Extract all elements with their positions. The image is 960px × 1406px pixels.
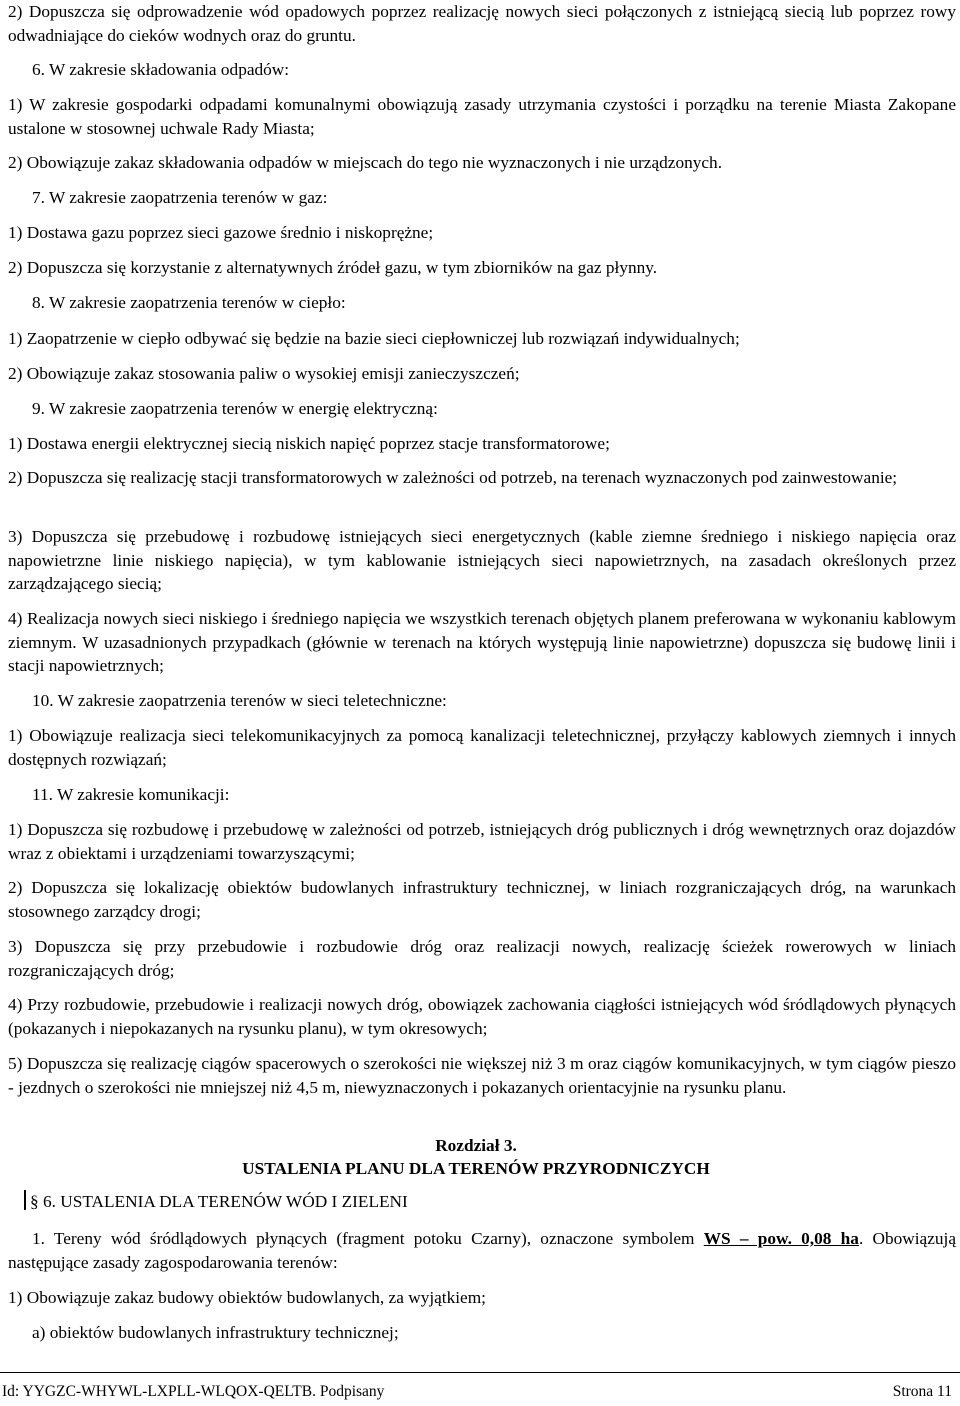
change-bar: [24, 1190, 26, 1210]
section-item-a: a) obiektów budowlanych infrastruktury technicznej;: [32, 1323, 399, 1342]
section-heading: [32, 1190, 408, 1214]
heading-11-transport: 11. W zakresie komunikacji:: [32, 785, 230, 804]
paragraph-11-3: 3) Dopuszcza się przy przebudowie i rozbudowie dróg oraz realizacji nowych, realizację ścieżek rowerowych w liniach rozgraniczających dróg;: [8, 937, 956, 980]
chapter-title: Rozdział 3.: [435, 1136, 517, 1155]
paragraph-8-2: 2) Obowiązuje zakaz stosowania paliw o wysokiej emisji zanieczyszczeń;: [8, 364, 520, 383]
footer-page-number: Strona 11: [892, 1383, 952, 1400]
paragraph-8-1: 1) Zaopatrzenie w ciepło odbywać się będzie na bazie sieci ciepłowniczej lub rozwiązań indywidualnych;: [8, 329, 740, 348]
paragraph-11-2: 2) Dopuszcza się lokalizację obiektów budowlanych infrastruktury technicznej, w liniach rozgraniczających dróg, na warunkach stosownego zarządcy drogi;: [8, 878, 956, 921]
paragraph-9-2: 2) Dopuszcza się realizację stacji transformatorowych w zależności od potrzeb, na terenach wyznaczonych pod zainwestowanie;: [8, 468, 898, 487]
heading-9-electricity: 9. W zakresie zaopatrzenia terenów w energię elektryczną:: [32, 399, 438, 418]
paragraph-9-4: 4) Realizacja nowych sieci niskiego i średniego napięcia we wszystkich terenach objętych planem preferowana w wykonaniu kablowym ziemnym. W uzasadnionych przypadkach (głównie w terenach na których występują linie napowietrzne) dopuszcza się budowę linii i stacji napowietrznych;: [8, 609, 956, 675]
section-paragraph-1-after: . Obowiązują następujące zasady zagospodarowania terenów:: [8, 1229, 957, 1272]
footer-divider: [0, 1372, 960, 1373]
ws-symbol: WS – pow. 0,08 ha: [703, 1229, 859, 1248]
paragraph-11-4: 4) Przy rozbudowie, przebudowie i realizacji nowych dróg, obowiązek zachowania ciągłości istniejących wód śródlądowych płynących (pokazanych i niepokazanych na rysunku planu), w tym okresowych;: [8, 995, 956, 1038]
heading-7-gas: 7. W zakresie zaopatrzenia terenów w gaz:: [32, 188, 328, 207]
section-paragraph-1: [8, 1227, 956, 1274]
section-item-1: 1) Obowiązuje zakaz budowy obiektów budowlanych, za wyjątkiem;: [8, 1288, 486, 1307]
paragraph-2-drainage: 2) Dopuszcza się odprowadzenie wód opadowych poprzez realizację nowych sieci połączonych z istniejącą siecią lub poprzez rowy odwadniające do cieków wodnych oraz do gruntu.: [8, 2, 956, 45]
section-paragraph-1-before: 1. Tereny wód śródlądowych płynących (fragment potoku Czarny), oznaczone symbolem: [32, 1229, 704, 1248]
heading-8-heat: 8. W zakresie zaopatrzenia terenów w ciepło:: [32, 293, 346, 312]
paragraph-6-2: 2) Obowiązuje zakaz składowania odpadów w miejscach do tego nie wyznaczonych i nie urządzonych.: [8, 153, 723, 172]
footer-document-id: Id: YYGZC-WHYWL-LXPLL-WLQOX-QELTB. Podpisany: [2, 1383, 385, 1400]
paragraph-6-1: 1) W zakresie gospodarki odpadami komunalnymi obowiązują zasady utrzymania czystości i porządku na terenie Miasta Zakopane ustalone w stosownej uchwale Rady Miasta;: [8, 95, 956, 138]
section-heading-text: § 6. USTALENIA DLA TERENÓW WÓD I ZIELENI: [30, 1192, 408, 1211]
paragraph-10-1: 1) Obowiązuje realizacja sieci telekomunikacyjnych za pomocą kanalizacji teletechnicznej, przyłączy kablowych ziemnych i innych dostępnych rozwiązań;: [8, 726, 956, 769]
heading-6-waste: 6. W zakresie składowania odpadów:: [32, 60, 290, 79]
heading-10-telecom: 10. W zakresie zaopatrzenia terenów w sieci teletechniczne:: [32, 691, 447, 710]
paragraph-7-2: 2) Dopuszcza się korzystanie z alternatywnych źródeł gazu, w tym zbiorników na gaz płynny.: [8, 258, 658, 277]
paragraph-9-3: 3) Dopuszcza się przebudowę i rozbudowę istniejących sieci energetycznych (kable ziemne średniego i niskiego napięcia oraz napowietrzne linie niskiego napięcia), w tym kablowanie istniejących sieci napowietrznych, na zasadach określonych przez zarządzającego siecią;: [8, 527, 956, 593]
paragraph-9-1: 1) Dostawa energii elektrycznej siecią niskich napięć poprzez stacje transformatorowe;: [8, 434, 610, 453]
chapter-subtitle: USTALENIA PLANU DLA TERENÓW PRZYRODNICZYCH: [242, 1159, 710, 1178]
paragraph-11-5: 5) Dopuszcza się realizację ciągów spacerowych o szerokości nie większej niż 3 m oraz ciągów komunikacyjnych, w tym ciągów pieszo - jezdnych o szerokości nie mniejszej niż 4,5 m, niewyznaczonych i pokazanych orientacyjnie na rysunku planu.: [8, 1054, 956, 1097]
paragraph-7-1: 1) Dostawa gazu poprzez sieci gazowe średnio i niskoprężne;: [8, 223, 434, 242]
paragraph-11-1: 1) Dopuszcza się rozbudowę i przebudowę w zależności od potrzeb, istniejących dróg publicznych i dróg wewnętrznych oraz dojazdów wraz z obiektami i urządzeniami towarzyszącymi;: [8, 820, 956, 863]
